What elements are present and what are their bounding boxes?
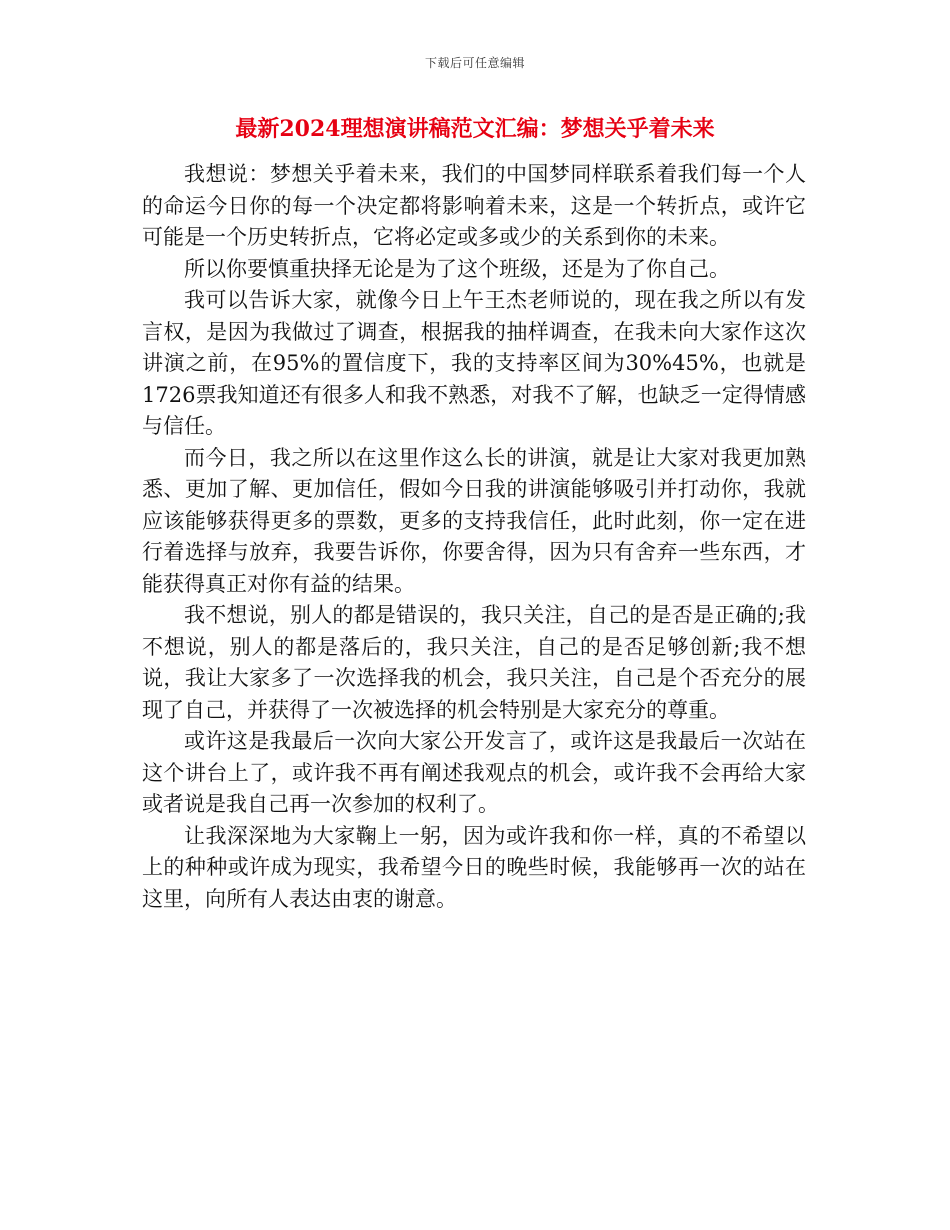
paragraph-5: 我不想说，别人的都是错误的，我只关注，自己的是否是正确的;我不想说，别人的都是落后的，我只关注，自己的是否足够创新;我不想说，我让大家多了一次选择我的机会，我只关注，自己是个否充分的展现了自己，并获得了一次被选择的机会特别是大家充分的尊重。 xyxy=(142,603,806,722)
paragraph-3: 我可以告诉大家，就像今日上午王杰老师说的，现在我之所以有发言权，是因为我做过了调查，根据我的抽样调查，在我未向大家作这次讲演之前，在95%的置信度下，我的支持率区间为30%45%，也就是1726票我知道还有很多人和我不熟悉，对我不了解，也缺乏一定得情感与信任。 xyxy=(142,288,806,438)
paragraph-4: 而今日，我之所以在这里作这么长的讲演，就是让大家对我更加熟悉、更加了解、更加信任，假如今日我的讲演能够吸引并打动你，我就应该能够获得更多的票数，更多的支持我信任，此时此刻，你一定在进行着选择与放弃，我要告诉你，你要舍得，因为只有舍弃一些东西，才能获得真正对你有益的结果。 xyxy=(142,445,806,596)
paragraph-1: 我想说：梦想关乎着未来，我们的中国梦同样联系着我们每一个人的命运今日你的每一个决定都将影响着未来，这是一个转折点，或许它可能是一个历史转折点，它将必定或多或少的关系到你的未来。 xyxy=(142,162,806,249)
document-title: 最新2024理想演讲稿范文汇编：梦想关乎着未来 xyxy=(235,116,715,142)
header-note: 下载后可任意编辑 xyxy=(424,56,525,70)
paragraph-7: 让我深深地为大家鞠上一躬，因为或许我和你一样，真的不希望以上的种种或许成为现实，我希望今日的晚些时候，我能够再一次的站在这里，向所有人表达由衷的谢意。 xyxy=(142,823,806,911)
paragraph-2: 所以你要慎重抉择无论是为了这个班级，还是为了你自己。 xyxy=(184,256,730,281)
document-body xyxy=(142,159,806,915)
paragraph-6: 或许这是我最后一次向大家公开发言了，或许这是我最后一次站在这个讲台上了，或许我不再有阐述我观点的机会，或许我不会再给大家或者说是我自己再一次参加的权利了。 xyxy=(142,729,806,816)
